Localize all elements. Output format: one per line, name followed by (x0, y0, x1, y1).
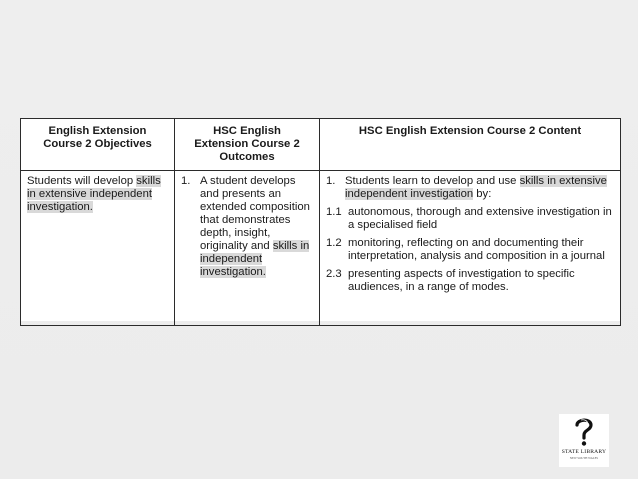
header-line: Course 2 Objectives (43, 138, 152, 150)
content-cell (320, 171, 621, 326)
header-line: Outcomes (219, 151, 275, 163)
item-number: 1. (181, 175, 191, 187)
objectives-cell (21, 171, 175, 326)
logo-name: STATE LIBRARY (561, 449, 607, 455)
course-table (20, 118, 621, 326)
objectives-text: Students will develop (27, 175, 137, 187)
content-intro-tail: by: (473, 188, 492, 200)
header-content (320, 119, 621, 171)
item-number: 1.1 (326, 206, 342, 218)
state-library-logo (559, 414, 609, 467)
item-text (345, 175, 614, 201)
item-text (200, 175, 313, 279)
list-item (326, 175, 614, 201)
header-line: HSC English (213, 125, 281, 137)
item-text: presenting aspects of investigation to specific audiences, in a range of modes. (348, 268, 575, 293)
syllabus-table (20, 118, 620, 321)
header-objectives (21, 119, 175, 171)
outcomes-cell (175, 171, 320, 326)
objectives-highlight: skills in extensive independent investigation. (27, 175, 161, 213)
item-number: 1.2 (326, 237, 342, 249)
header-outcomes (175, 119, 320, 171)
header-line: Extension Course 2 (194, 138, 300, 150)
item-number: 2.3 (326, 268, 342, 280)
header-line: HSC English Extension Course 2 Content (358, 125, 582, 137)
logo-subtitle: NEW SOUTH WALES (569, 456, 599, 460)
list-item (181, 175, 313, 279)
list-item (326, 237, 614, 263)
list-item (326, 206, 614, 232)
outcomes-highlight: skills in independent investigation. (200, 240, 310, 278)
outcomes-text: A student develops and presents an extended composition that demonstrates depth, insight, originality and (200, 175, 310, 252)
table-row (21, 171, 621, 326)
content-intro-text: Students learn to develop and use (345, 175, 520, 187)
item-number: 1. (326, 175, 336, 187)
content-highlight: skills in extensive independent investigation (345, 175, 607, 200)
header-line: English Extension (48, 125, 147, 137)
item-text: autonomous, thorough and extensive investigation in a specialised field (348, 206, 612, 231)
table-header-row (21, 119, 621, 171)
item-text: monitoring, reflecting on and documenting their interpretation, analysis and composition in a journal (348, 237, 605, 262)
question-mark-icon (573, 417, 595, 447)
list-item (326, 268, 614, 294)
